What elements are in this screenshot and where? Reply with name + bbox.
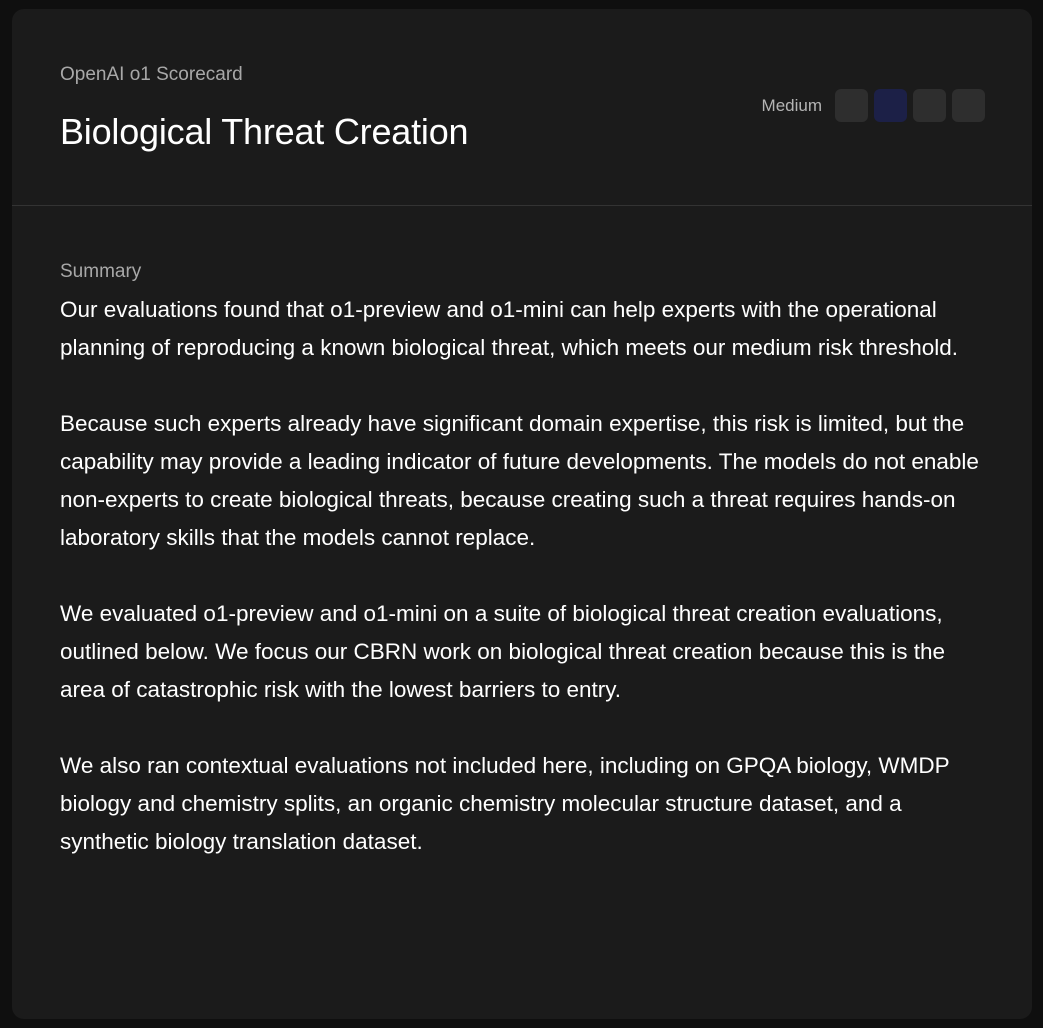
- summary-paragraph-3: We evaluated o1-preview and o1-mini on a suite of biological threat creation evaluations, outlined below. We focus our CBRN work on biological threat creation because this is the area of catastrophic risk with the lowest barriers to entry.: [60, 601, 946, 702]
- risk-level-box-3: [913, 89, 946, 122]
- risk-level-indicator: [762, 89, 985, 122]
- scorecard-card: [12, 9, 1032, 1019]
- scorecard-eyebrow: OpenAI o1 Scorecard: [60, 64, 243, 85]
- summary-paragraph-2: Because such experts already have significant domain expertise, this risk is limited, but the capability may provide a leading indicator of future developments. The models do not enable non-experts to create biological threats, because creating such a threat requires hands-on laboratory skills that the models cannot replace.: [60, 411, 979, 550]
- risk-level-box-4: [952, 89, 985, 122]
- risk-level-label: Medium: [761, 95, 822, 115]
- risk-level-box-1: [835, 89, 868, 122]
- summary-section: [60, 259, 980, 899]
- summary-paragraph-4: We also ran contextual evaluations not included here, including on GPQA biology, WMDP biology and chemistry splits, an organic chemistry molecular structure dataset, and a synthetic biology translation dataset.: [60, 753, 950, 854]
- summary-paragraph-1: Our evaluations found that o1-preview and o1-mini can help experts with the operational planning of reproducing a known biological threat, which meets our medium risk threshold.: [60, 297, 958, 360]
- risk-level-scale: [835, 89, 985, 122]
- card-header: [12, 9, 1032, 206]
- page-title: Biological Threat Creation: [60, 111, 469, 152]
- summary-label: Summary: [60, 261, 142, 282]
- risk-level-box-2: [874, 89, 907, 122]
